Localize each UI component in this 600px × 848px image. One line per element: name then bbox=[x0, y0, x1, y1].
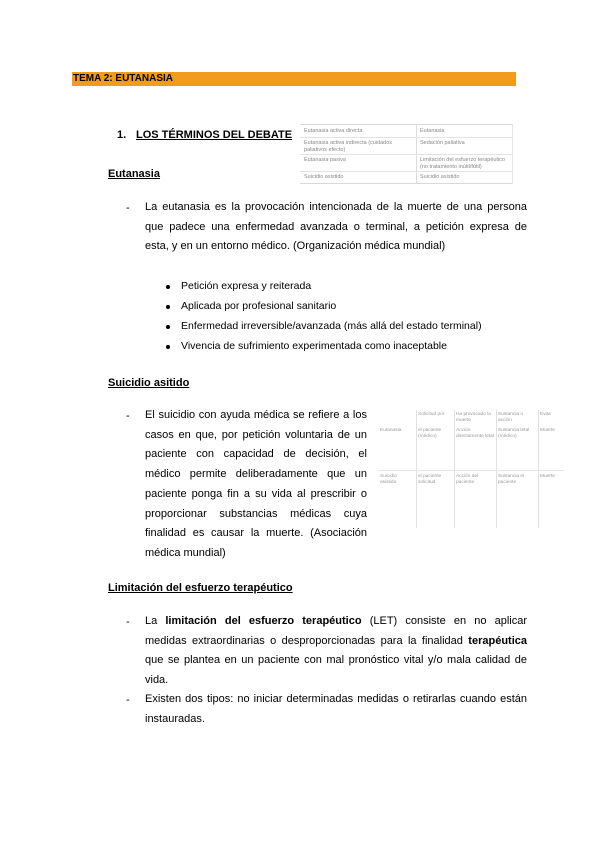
table-cell: Limitación del esfuerzo terapéutico (no tratamiento inútil/fútil) bbox=[420, 157, 505, 170]
section-number: 1. bbox=[117, 129, 127, 141]
bold-term: terapéutica bbox=[468, 634, 527, 647]
text-line: que se plantea en un paciente con mal pronóstico vital y/o mala calidad de bbox=[145, 654, 527, 666]
text-run: (LET) consiste en no aplicar bbox=[361, 615, 527, 627]
eutanasia-heading: Eutanasia bbox=[108, 168, 160, 180]
bullet-icon bbox=[166, 285, 170, 289]
text-line: La eutanasia es la provocación intencionada de la muerte de una persona bbox=[145, 201, 527, 213]
table-divider bbox=[538, 410, 539, 528]
table-cell: Sustancia el paciente bbox=[498, 474, 525, 485]
table-cell: Acción directamente letal bbox=[456, 428, 494, 439]
table-row bbox=[300, 172, 512, 183]
table-row bbox=[300, 138, 512, 155]
bold-term: limitación del esfuerzo terapéutico bbox=[165, 615, 362, 627]
text-line: paciente ponga fin a su vida al prescribir o bbox=[145, 487, 367, 500]
limitacion-dash: - bbox=[126, 694, 130, 706]
section-title: LOS TÉRMINOS DEL DEBATE bbox=[136, 129, 293, 141]
table-cell: el paciente solicitud bbox=[418, 474, 442, 485]
table-cell: Suicidio asistido bbox=[380, 474, 397, 485]
limitacion-definition bbox=[145, 612, 527, 690]
table-cell: Sustancia letal (médico) bbox=[498, 428, 530, 439]
table-cell: Eutanasia activa indirecta (cuidados paliativos efecto) bbox=[304, 140, 393, 153]
table-cell: Acción del paciente bbox=[456, 474, 479, 485]
table-cell: Suicidio asistido bbox=[304, 174, 344, 180]
table-cell: Eutanasia bbox=[380, 428, 402, 433]
table-cell: Sedación paliativa bbox=[420, 140, 465, 146]
suicidio-definition bbox=[145, 406, 367, 564]
limitacion-dash: - bbox=[126, 616, 130, 628]
table-cell: Eutanasia pasiva bbox=[304, 157, 346, 163]
bullet-text: Vivencia de sufrimiento experimentada como inaceptable bbox=[181, 340, 447, 352]
table-divider bbox=[416, 410, 417, 528]
limitacion-heading: Limitación del esfuerzo terapéutico bbox=[108, 582, 293, 594]
table-cell: Muerte bbox=[540, 474, 555, 479]
table-cell: Muerte bbox=[540, 428, 555, 433]
table-header-cell: Evita bbox=[540, 412, 551, 417]
table-header-cell: Ha provocado la muerte bbox=[456, 412, 491, 423]
suicidio-heading: Suicidio asitido bbox=[108, 377, 190, 389]
table-cell: el paciente (médico) bbox=[418, 428, 442, 439]
topic-header bbox=[72, 72, 516, 86]
table-row bbox=[300, 155, 512, 172]
text-line: paciente con capacidad de decisión, el bbox=[145, 448, 367, 461]
table-cell: Eutanasia activa directa bbox=[304, 128, 363, 134]
topic-header-text: TEMA 2: EUTANASIA bbox=[73, 73, 173, 84]
text-line bbox=[145, 612, 527, 632]
text-line: esta, y en un entorno médico. (Organización médica mundial) bbox=[145, 240, 446, 252]
text-run: La bbox=[145, 615, 166, 627]
bullet-icon bbox=[166, 305, 170, 309]
eutanasia-dash: - bbox=[126, 202, 130, 214]
bullet-text: Enfermedad irreversible/avanzada (más allá del estado terminal) bbox=[181, 320, 482, 332]
text-line: Existen dos tipos: no iniciar determinadas medidas o retirarlas cuando están bbox=[145, 693, 527, 705]
text-line: instauradas. bbox=[145, 712, 205, 725]
table-header-cell: Sustancia o acción bbox=[498, 412, 524, 423]
table-divider bbox=[378, 470, 564, 471]
table-divider bbox=[454, 410, 455, 528]
text-run: medidas extraordinarias o desproporcionadas para la finalidad bbox=[145, 634, 469, 647]
text-line: finalidad es causar la muerte. (Asociación bbox=[145, 527, 367, 540]
bullet-text: Aplicada por profesional sanitario bbox=[181, 300, 337, 312]
suicidio-dash: - bbox=[126, 410, 130, 422]
text-line: médica mundial) bbox=[145, 546, 226, 559]
text-line: que padece una enfermedad avanzada o terminal, a petición expresa de bbox=[145, 220, 527, 233]
text-line: vida. bbox=[145, 673, 169, 686]
text-line bbox=[145, 632, 527, 652]
bullet-text: Petición expresa y reiterada bbox=[181, 280, 312, 292]
text-line: proporcionar substancias médicas cuya bbox=[145, 507, 367, 520]
text-line: casos en que, por petición voluntaria de un bbox=[145, 428, 367, 441]
table-header-cell: Solicitud por bbox=[418, 412, 445, 417]
text-line: médico permite deliberadamente que un bbox=[145, 468, 367, 481]
eutanasia-definition bbox=[145, 198, 527, 257]
text-line: El suicidio con ayuda médica se refiere a los bbox=[145, 409, 367, 421]
terms-table bbox=[300, 124, 513, 184]
table-divider bbox=[496, 410, 497, 528]
limitacion-types bbox=[145, 690, 527, 729]
comparison-table bbox=[378, 410, 564, 528]
table-cell: Eutanasia bbox=[420, 128, 445, 134]
bullet-icon bbox=[166, 325, 170, 329]
bullet-icon bbox=[166, 345, 170, 349]
table-row bbox=[300, 125, 512, 138]
table-cell: Suicidio asistido bbox=[420, 174, 460, 180]
